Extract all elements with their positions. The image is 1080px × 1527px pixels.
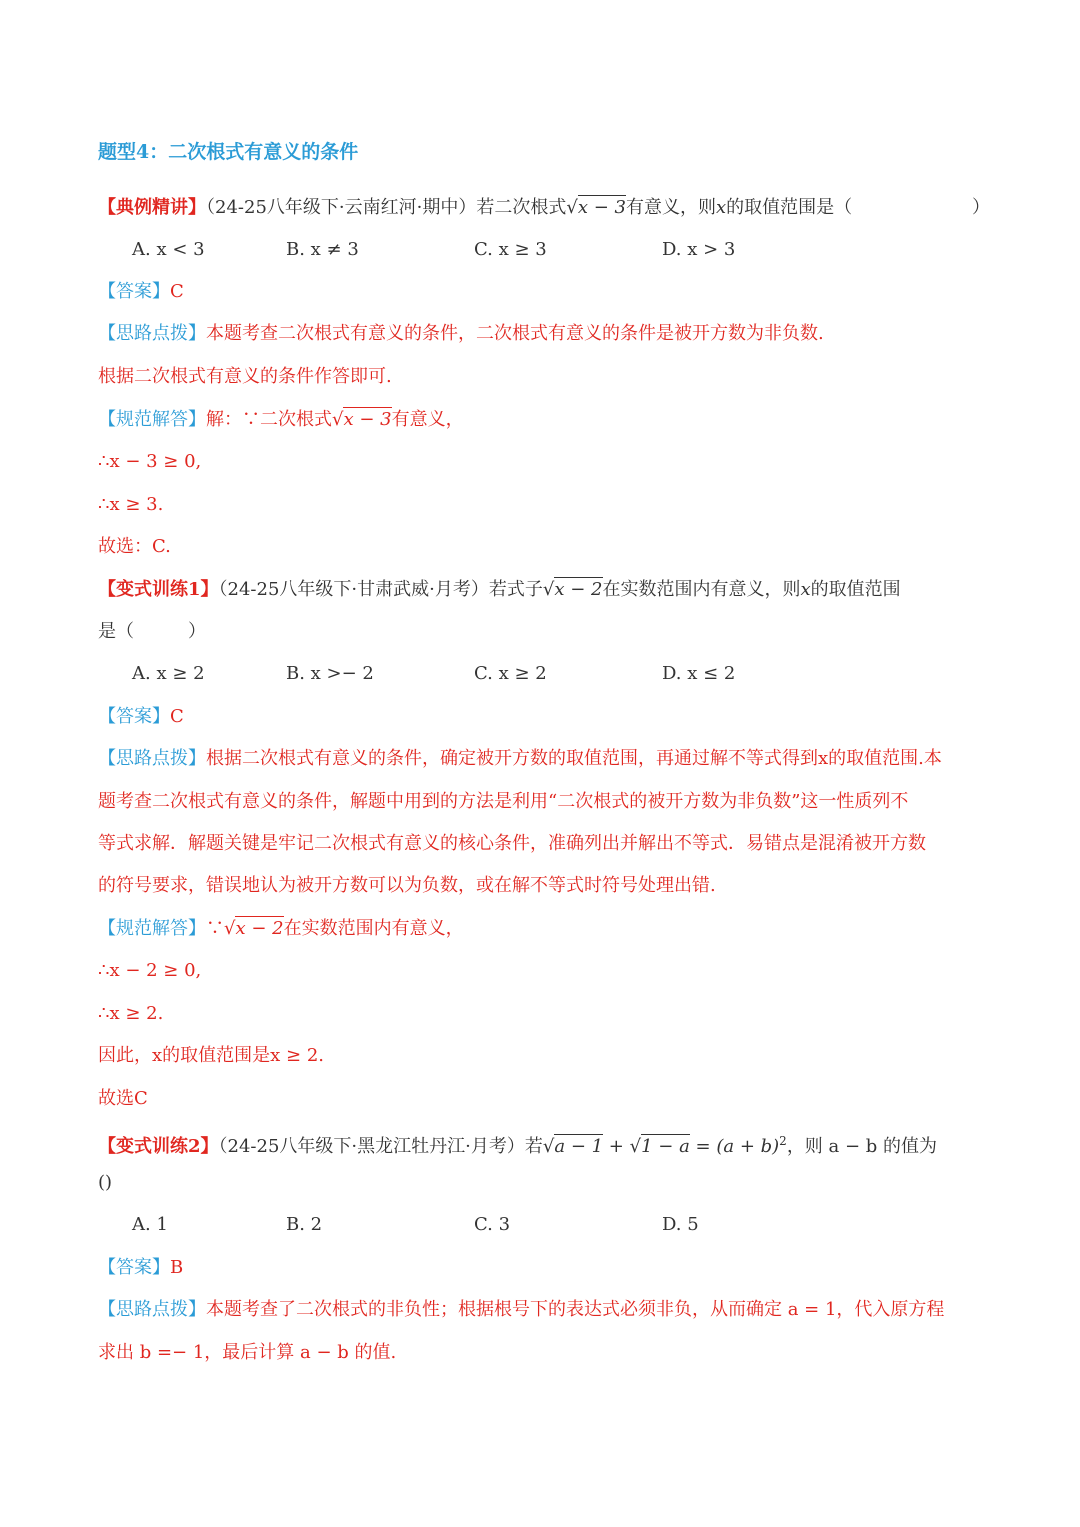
ex2-question-line-2: 是（ ） (98, 621, 206, 642)
ex2-source: （24-25八年级下·甘肃武威·月考） (218, 579, 489, 600)
ex1-step-2: ∴x ≥ 3. (98, 494, 164, 515)
sqrt-icon: √ (566, 197, 578, 218)
ex1-tag: 【典例精讲】 (98, 197, 206, 218)
ex3-option-c: C. 3 (474, 1214, 511, 1235)
ex1-radicand: x − 3 (577, 197, 626, 218)
ex2-final: 故选C (98, 1088, 148, 1109)
sqrt-icon: √ (542, 579, 555, 600)
ex2-step-2: ∴x ≥ 2. (98, 1003, 164, 1024)
ex2-tag: 【变式训练1】 (98, 579, 219, 600)
ex2-option-a: A. x ≥ 2 (132, 663, 205, 684)
sqrt-icon: √ (332, 409, 344, 430)
ex1-option-c: C. x ≥ 3 (474, 239, 547, 260)
ex2-hint-line-4: 的符号要求，错误地认为被开方数可以为负数，或在解不等式时符号处理出错. (98, 875, 716, 896)
ex2-option-b: B. x >− 2 (286, 663, 374, 684)
ex1-answer: 【答案】C (98, 281, 184, 302)
ex2-step-3: 因此，x的取值范围是x ≥ 2. (98, 1045, 325, 1066)
section-heading: 题型4：二次根式有意义的条件 (98, 141, 359, 163)
ex1-step-1: ∴x − 3 ≥ 0, (98, 451, 202, 472)
ex3-option-a: A. 1 (132, 1214, 168, 1235)
ex3-hint: 【思路点拨】本题考查了二次根式的非负性；根据根号下的表达式必须非负，从而确定 a = 1，代入原方程 (98, 1299, 945, 1320)
ex1-solution: 【规范解答】解：∵二次根式√x − 3有意义， (98, 409, 464, 430)
ex3-tag: 【变式训练2】 (98, 1136, 219, 1157)
ex1-option-b: B. x ≠ 3 (286, 239, 359, 260)
ex3-question-line-2: () (98, 1172, 113, 1193)
ex1-question: 【典例精讲】（24-25八年级下·云南红河·期中）若二次根式√x − 3有意义，则x的取值范围是（ ） (98, 197, 990, 218)
ex2-option-d: D. x ≤ 2 (662, 663, 736, 684)
ex2-hint-line-2: 题考查二次根式有意义的条件，解题中用到的方法是利用“二次根式的被开方数为非负数”这一性质列不 (98, 791, 909, 812)
ex1-hint-line-2: 根据二次根式有意义的条件作答即可. (98, 366, 392, 387)
ex3-option-b: B. 2 (286, 1214, 323, 1235)
ex1-option-a: A. x < 3 (132, 239, 205, 260)
ex3-hint-line-2: 求出 b =− 1，最后计算 a − b 的值. (98, 1342, 397, 1363)
ex2-step-1: ∴x − 2 ≥ 0, (98, 960, 202, 981)
ex2-solution: 【规范解答】∵√x − 2在实数范围内有意义， (98, 918, 464, 939)
sqrt-icon: √ (629, 1136, 642, 1157)
ex1-hint: 【思路点拨】本题考查二次根式有意义的条件，二次根式有意义的条件是被开方数为非负数. (98, 323, 824, 344)
ex3-question: 【变式训练2】（24-25八年级下·黑龙江牡丹江·月考）若$√a - 1 + √1 - a = (a + b)^2$，则 a − b 的值为 (98, 1134, 938, 1157)
ex2-answer: 【答案】C (98, 706, 184, 727)
ex3-answer: 【答案】B (98, 1257, 184, 1278)
ex1-source: （24-25八年级下·云南红河·期中） (206, 197, 477, 218)
ex1-option-d: D. x > 3 (662, 239, 736, 260)
ex1-final: 故选：C. (98, 536, 171, 557)
ex2-option-c: C. x ≥ 2 (474, 663, 547, 684)
sqrt-icon: √ (542, 1136, 555, 1157)
ex3-source: （24-25八年级下·黑龙江牡丹江·月考） (218, 1136, 525, 1157)
ex2-hint-line-3: 等式求解．解题关键是牢记二次根式有意义的核心条件，准确列出并解出不等式．易错点是混淆被开方数 (98, 833, 926, 854)
ex3-option-d: D. 5 (662, 1214, 699, 1235)
sqrt-icon: √ (224, 918, 236, 939)
ex2-question: 【变式训练1】（24-25八年级下·甘肃武威·月考）若式子√x − 2在实数范围内有意义，则x的取值范围 (98, 579, 901, 600)
ex2-hint: 【思路点拨】根据二次根式有意义的条件，确定被开方数的取值范围，再通过解不等式得到x的取值范围.本 (98, 748, 942, 769)
